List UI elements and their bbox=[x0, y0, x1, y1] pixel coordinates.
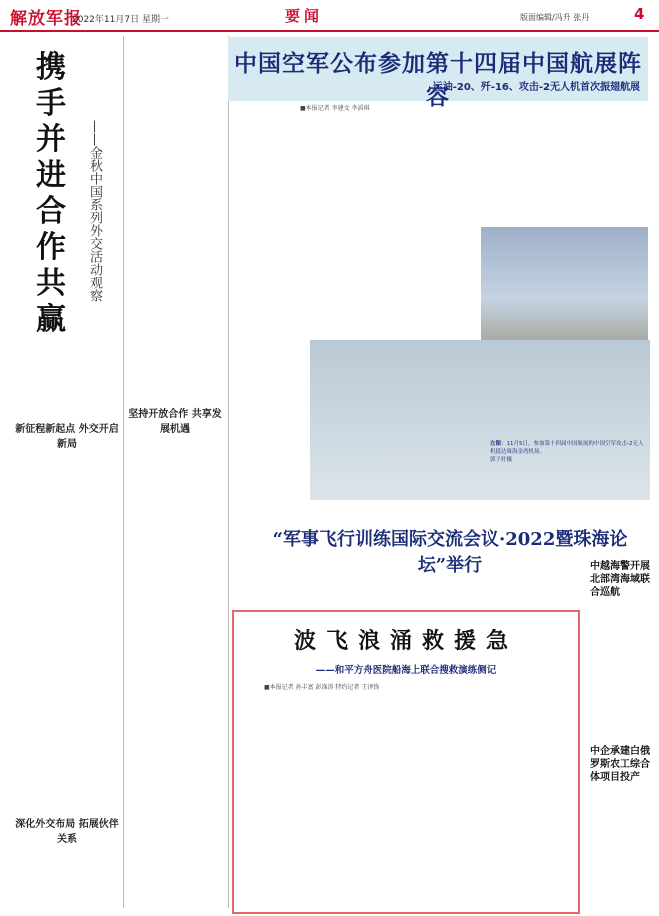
lead-headline: 中国空军公布参加第十四届中国航展阵容 bbox=[234, 50, 642, 110]
editors: 版面编辑/冯升 张丹 bbox=[520, 13, 590, 22]
section-title: 要闻 bbox=[285, 7, 324, 25]
featured-article-box bbox=[232, 610, 580, 914]
aircraft-photo bbox=[481, 227, 648, 347]
column-rule bbox=[228, 36, 229, 908]
drone-photo bbox=[310, 340, 650, 500]
featured-headline: 波飞浪涌救援急 bbox=[293, 628, 518, 654]
featured-byline: ■本报记者 孙丰富 彭涤涛 特约记者 王泽锋 bbox=[264, 684, 380, 691]
masthead bbox=[0, 0, 659, 32]
issue-date: 2022年11月7日 星期一 bbox=[72, 15, 169, 25]
featured-subheadline: ——和平方舟医院船海上联合搜救演练侧记 bbox=[315, 665, 497, 676]
lead-subheadline: 运油-20、歼-16、攻击-2无人机首次振翅航展 bbox=[432, 82, 640, 93]
subheading-2: 深化外交布局 拓展伙伴关系 bbox=[15, 819, 119, 845]
column-rule bbox=[123, 36, 124, 908]
caption-label: 左图 bbox=[490, 441, 502, 447]
newspaper-logo: 解放军报 bbox=[10, 9, 82, 29]
forum-headline: “军事飞行训练国际交流会议·2022暨珠海论坛”举行 bbox=[272, 529, 628, 576]
subheading-3: 坚持开放合作 共享发展机遇 bbox=[128, 409, 222, 435]
right-headline-1: 中越海警开展北部湾海域联合巡航 bbox=[590, 561, 650, 598]
feature-title: 携手并进 合作共赢 bbox=[36, 50, 66, 337]
photo-caption-2 bbox=[490, 440, 645, 464]
subheading-1: 新征程新起点 外交开启新局 bbox=[15, 424, 119, 450]
feature-subtitle: ——金秋中国系列外交活动观察 bbox=[87, 120, 102, 302]
right-headline-2: 中企承建白俄罗斯农工综合体项目投产 bbox=[590, 746, 650, 783]
lead-byline: ■本报记者 李建文 李滔琪 bbox=[300, 105, 370, 112]
page-number: 4 bbox=[634, 5, 645, 23]
caption-text: ：11月5日，参加第十四届中国航展的中国空军攻击-2无人机抵达珠海金湾机场。 bbox=[490, 441, 644, 455]
photo-credit: 郭子轩摄 bbox=[490, 457, 513, 463]
